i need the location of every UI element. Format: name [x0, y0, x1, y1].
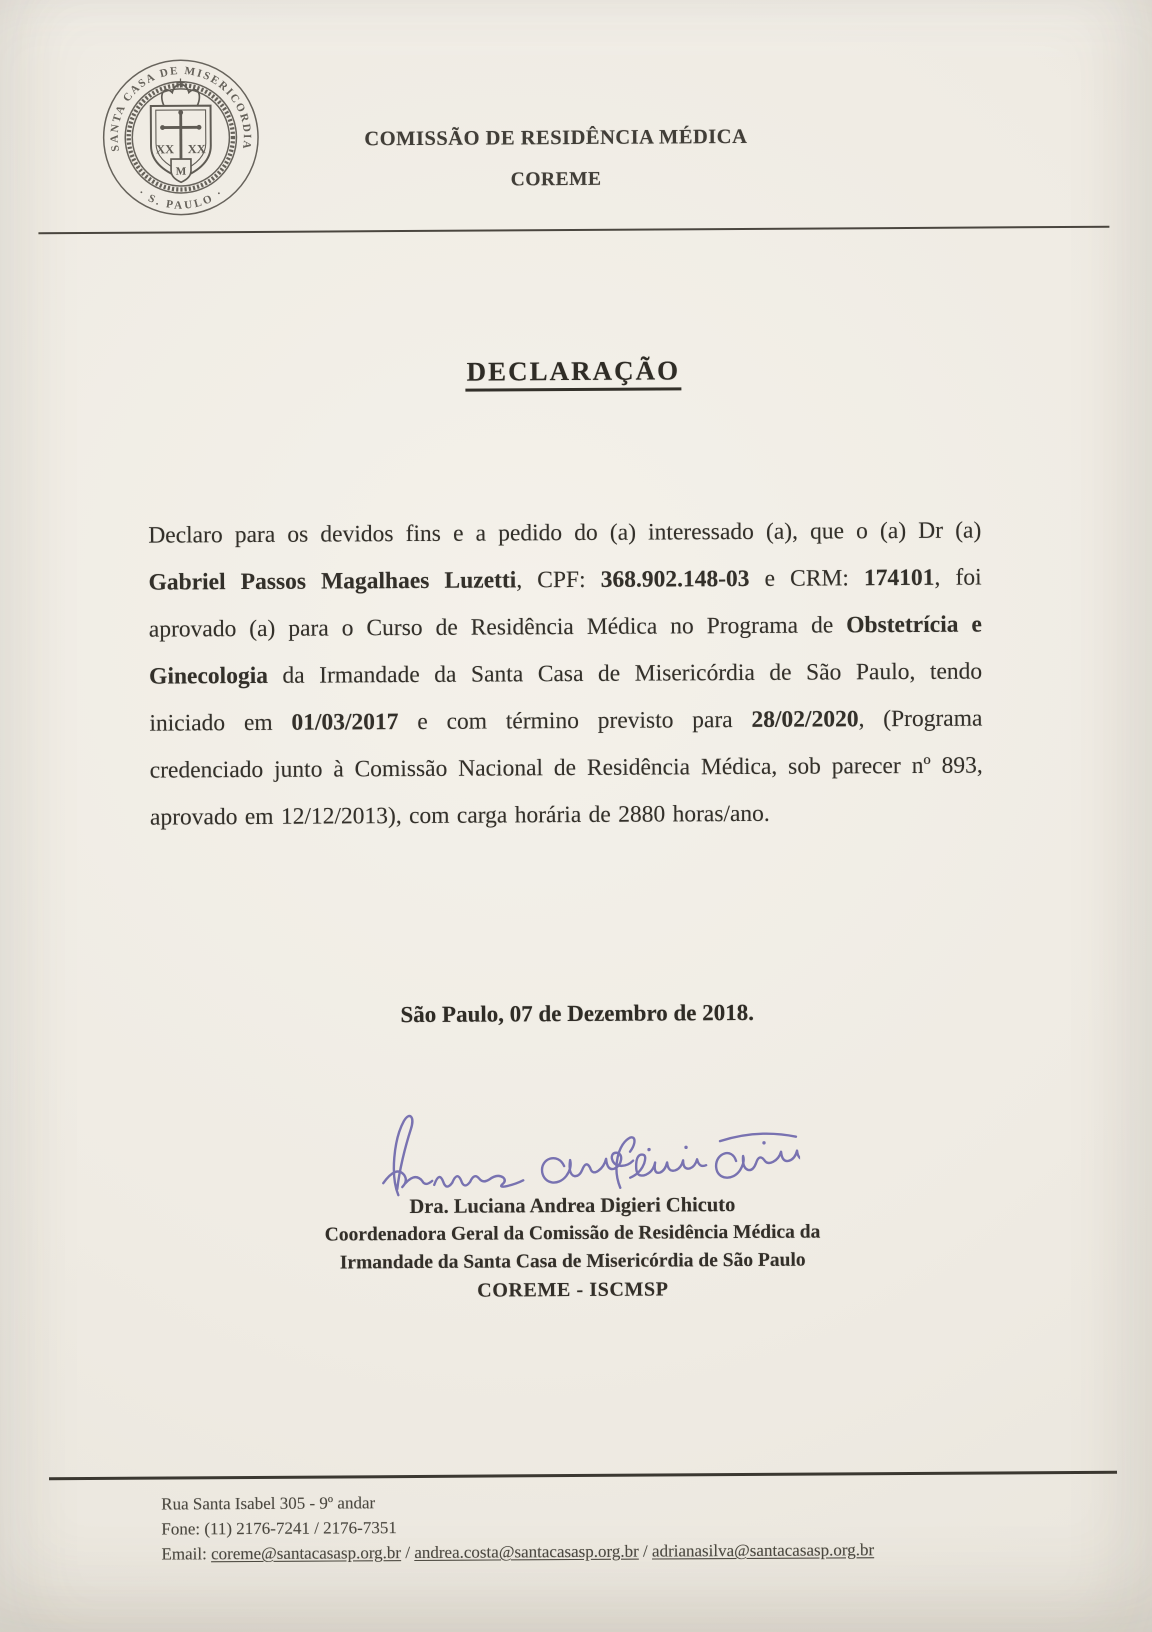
- body-text: e CRM:: [749, 564, 865, 592]
- document-title: [0, 352, 1149, 390]
- body-text: Declaro para os devidos fins e a pedido do (a) interessado (a), que o (a) Dr (a): [148, 517, 982, 549]
- seal-ring-top-text: SANTA CASA DE MISERICORDIA: [108, 64, 253, 153]
- org-abbrev: COREME: [510, 168, 602, 191]
- email-separator: /: [638, 1541, 653, 1561]
- header-rule: [38, 226, 1109, 235]
- footer-email-line: [161, 1537, 874, 1566]
- body-bold-text: Obstetrícia e Ginecologia: [149, 611, 982, 690]
- footer-contact-block: [161, 1487, 874, 1566]
- declaration-paragraph: [148, 507, 983, 841]
- body-text: da Irmandade da Santa Casa de Misericórdia de São Paulo, tendo iniciado em: [149, 658, 983, 737]
- signatory-role-line2: Irmandade da Santa Casa de Misericórdia de São Paulo: [339, 1249, 806, 1274]
- email-address: andrea.costa@santacasasp.org.br: [414, 1541, 639, 1563]
- seal-ring-bottom-text: · S. PAULO ·: [136, 186, 227, 212]
- org-name: COMISSÃO DE RESIDÊNCIA MÉDICA: [364, 125, 748, 151]
- email-list: [211, 1540, 874, 1563]
- email-address: coreme@santacasasp.org.br: [211, 1543, 402, 1564]
- seal-left-mark: XX: [156, 142, 175, 157]
- signatory-role-line1: Coordenadora Geral da Comissão de Residência Médica da: [324, 1221, 821, 1246]
- body-bold-text: 174101: [863, 564, 935, 591]
- body-text: e com término previsto para: [398, 706, 752, 735]
- document-title-text: DECLARAÇÃO: [465, 355, 681, 391]
- body-bold-text: 28/02/2020: [751, 705, 859, 733]
- santa-casa-seal-icon: [97, 54, 264, 221]
- signatory-name: Dra. Luciana Andrea Digieri Chicuto: [409, 1194, 736, 1219]
- seal-bottom-mark: M: [175, 165, 187, 178]
- email-address: adrianasilva@santacasasp.org.br: [651, 1540, 875, 1561]
- footer-phone: Fone: (11) 2176-7241 / 2176-7351: [161, 1518, 397, 1539]
- signatory-org: COREME - ISCMSP: [477, 1278, 669, 1302]
- footer-rule: [49, 1471, 1117, 1481]
- date-line: São Paulo, 07 de Dezembro de 2018.: [400, 999, 755, 1028]
- body-text: , (Programa credenciado junto à Comissão Nacional de Residência Médica, sob parecer nº 893, aprovado em 12/12/2013), com carga horária de 2880 horas/ano.: [149, 705, 983, 831]
- seal-right-mark: XX: [187, 142, 206, 157]
- email-label: Email:: [161, 1544, 207, 1564]
- signatory-block: [2, 1189, 1143, 1308]
- body-text: , foi aprovado (a) para o Curso de Residência Médica no Programa de: [148, 564, 982, 643]
- body-bold-text: Gabriel Passos Magalhaes Luzetti: [148, 566, 517, 596]
- body-bold-text: 368.902.148-03: [600, 565, 750, 593]
- body-text: , CPF:: [516, 566, 601, 593]
- body-bold-text: 01/03/2017: [291, 708, 399, 736]
- footer-address: Rua Santa Isabel 305 - 9º andar: [161, 1493, 376, 1514]
- letterhead: [266, 125, 846, 193]
- email-separator: /: [401, 1543, 415, 1563]
